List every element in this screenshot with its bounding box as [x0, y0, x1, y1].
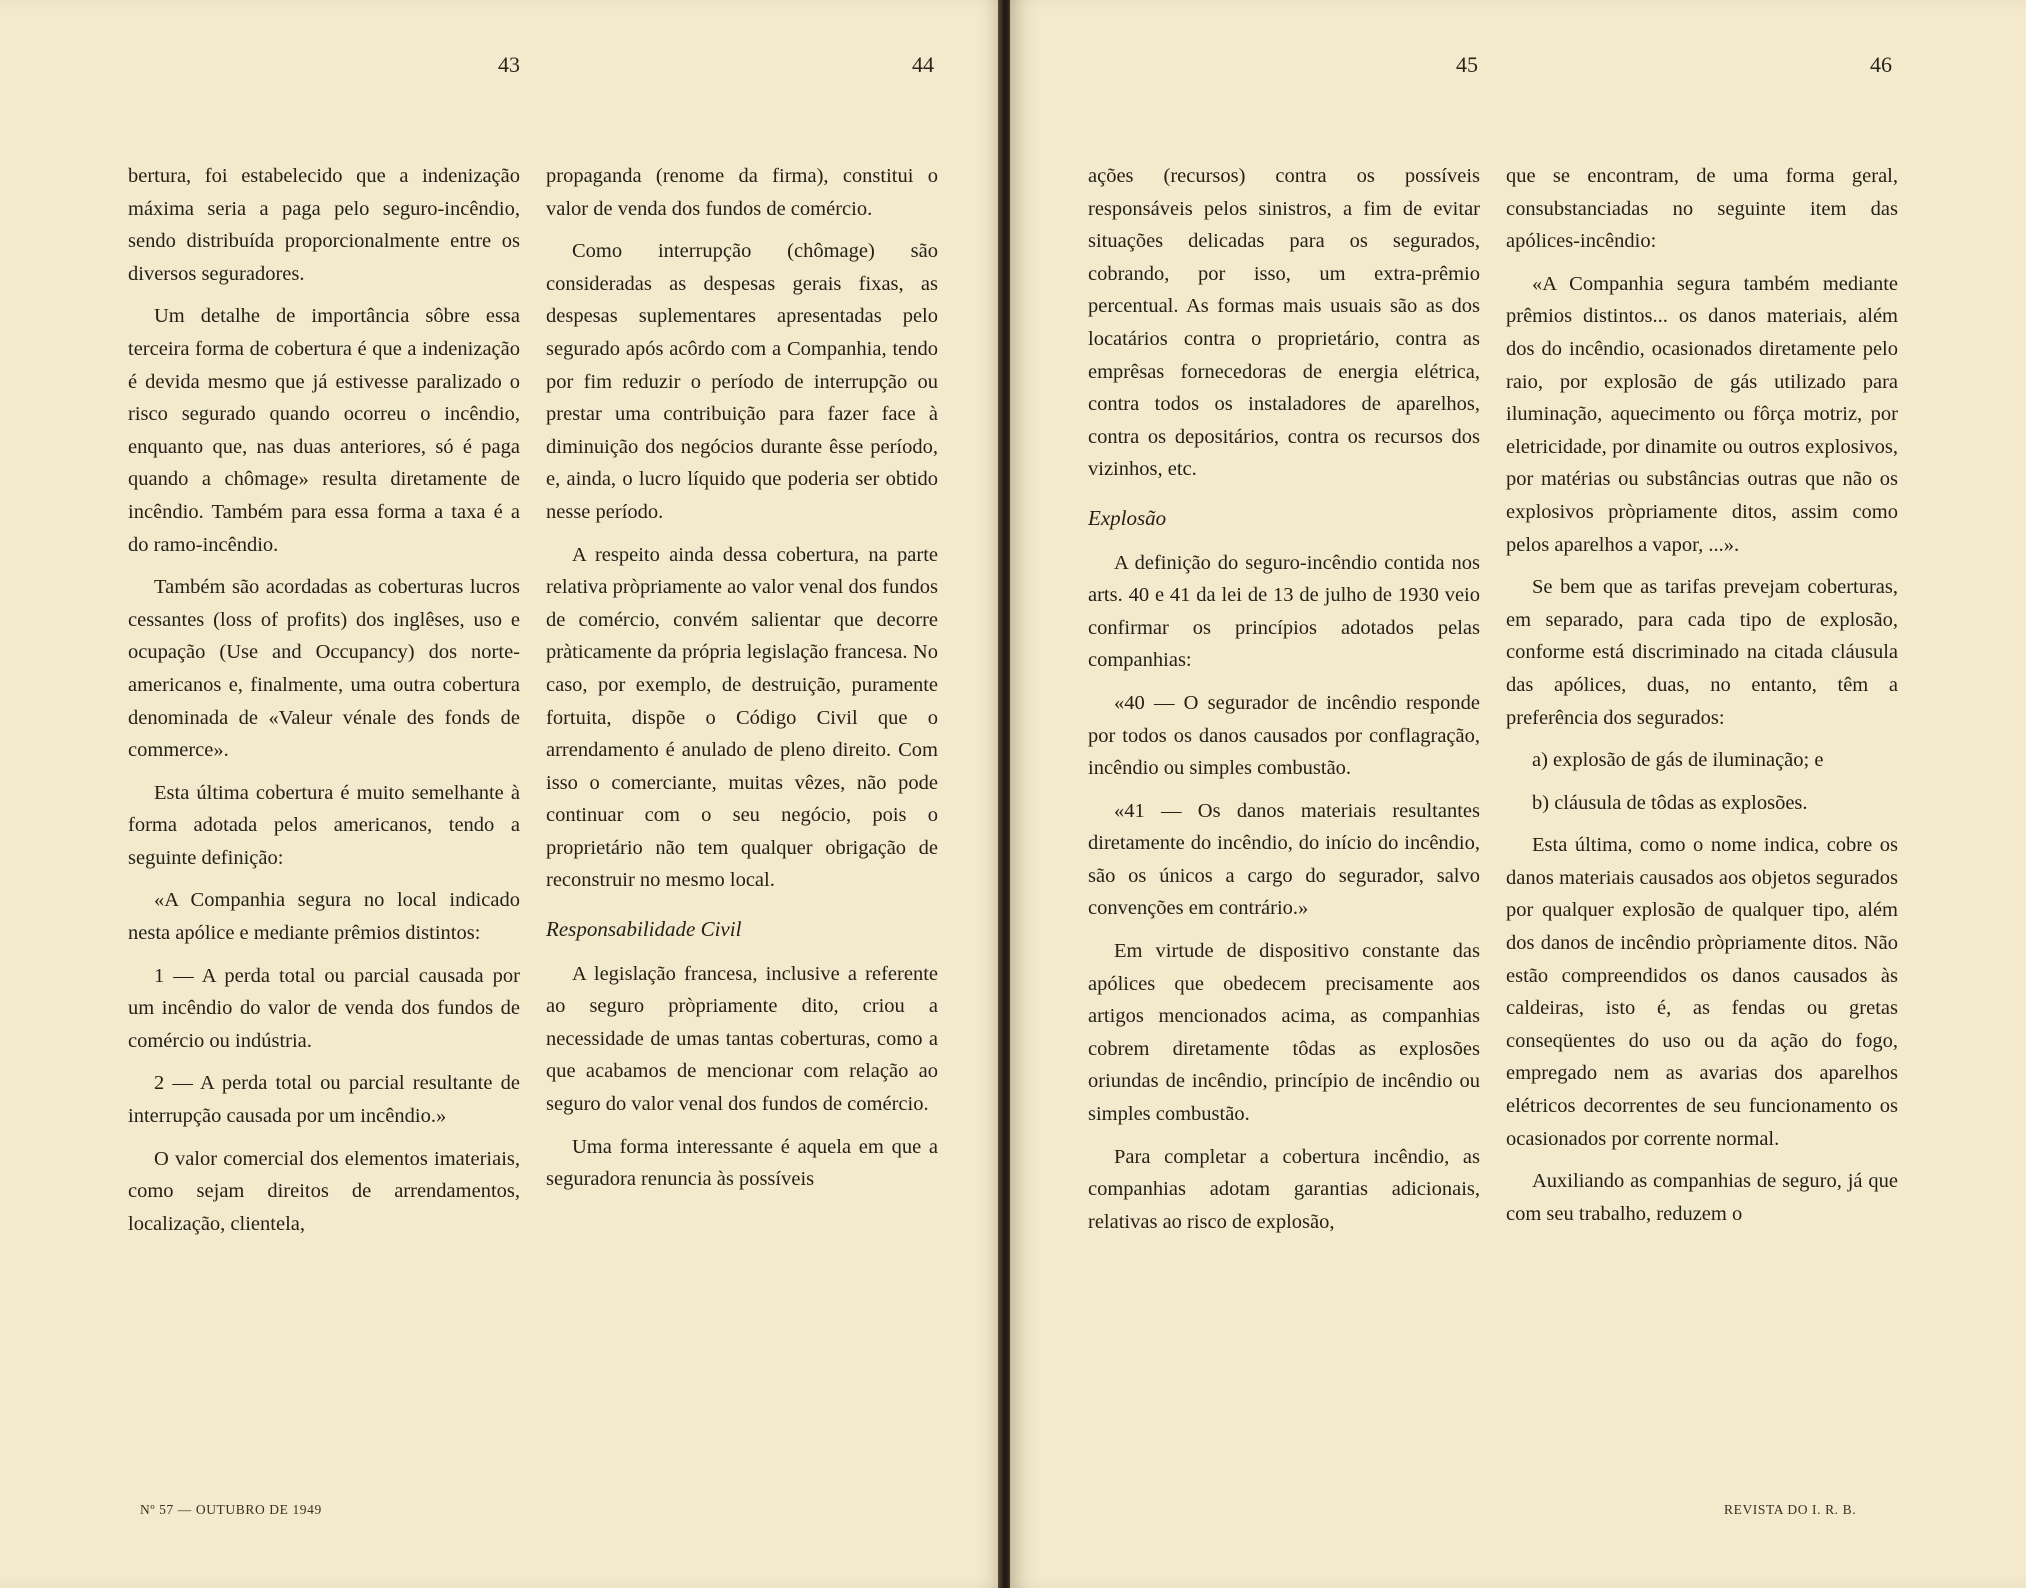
paragraph: que se encontram, de uma forma geral, consubstanciadas no seguinte item das apólices-incêndio:	[1506, 165, 1898, 253]
paragraph: Como interrupção (chômage) são consideradas as despesas gerais fixas, as despesas suplementares apresentadas pelo segurado após acôrdo com a Companhia, tendo por fim reduzir o período de interrupção ou prestar uma contribuição para fazer face à diminuição dos negócios durante êsse período, e, ainda, o lucro líquido que poderia ser obtido nesse período.	[546, 240, 938, 523]
column-page-43	[128, 160, 520, 1250]
paragraph: Em virtude de dispositivo constante das apólices que obedecem precisamente aos artigos mencionados acima, as companhias cobrem diretamente tôdas as explosões oriundas de incêndio, princípio de incêndio ou simples combustão.	[1088, 940, 1480, 1126]
paragraph: Se bem que as tarifas prevejam coberturas, em separado, para cada tipo de explosão, conforme está discriminado na citada cláusula das apólices, duas, no entanto, têm a preferência dos segurados:	[1506, 576, 1898, 729]
paragraph: A legislação francesa, inclusive a referente ao seguro pròpriamente dito, criou a necessidade de umas tantas coberturas, como a que acabamos de mencionar com relação ao seguro do valor venal dos fundos de comércio.	[546, 962, 938, 1116]
footer-issue: Nº 57 — OUTUBRO DE 1949	[140, 1502, 322, 1517]
page-number-43: 43	[498, 52, 520, 77]
paragraph: ações (recursos) contra os possíveis responsáveis pelos sinistros, a fim de evitar situações delicadas para os segurados, cobrando, por isso, um extra-prêmio percentual. As formas mais usuais são as dos locatários contra o proprietário, contra as emprêsas fornecedoras de energia elétrica, contra todos os instaladores de aparelhos, contra os depositários, contra os recursos dos vizinhos, etc.	[1088, 165, 1480, 481]
paragraph: Também são acordadas as coberturas lucros cessantes (loss of profits) dos inglêses, uso e ocupação (Use and Occupancy) dos norte-americanos e, finalmente, uma outra cobertura denominada de «Valeur vénale des fonds de commerce».	[128, 576, 520, 762]
paragraph: «A Companhia segura também mediante prêmios distintos... os danos materiais, além dos do incêndio, ocasionados diretamente pelo raio, por explosão de gás utilizado para iluminação, aquecimento ou fôrça motriz, por eletricidade, por dinamite ou outros explosivos, por matérias ou substâncias outras que não os explosivos pròpriamente ditos, assim como pelos aparelhos a vapor, ...».	[1506, 272, 1898, 556]
column-page-44	[546, 160, 938, 1206]
paragraph: Uma forma interessante é aquela em que a seguradora renuncia às possíveis	[546, 1135, 938, 1191]
paragraph: Um detalhe de importância sôbre essa terceira forma de cobertura é que a indenização é devida mesmo que já estivesse paralizado o risco segurado quando ocorreu o incêndio, enquanto que, nas duas anteriores, só é paga quando a chômage» resulta diretamente de incêndio. Também para essa forma a taxa é a do ramo-incêndio.	[128, 305, 520, 556]
paragraph: Esta última, como o nome indica, cobre os danos materiais causados aos objetos segurados por qualquer explosão de qualquer tipo, além dos danos de incêndio pròpriamente ditos. Não estão compreendidos os danos causados às caldeiras, isto é, as fendas ou gretas conseqüentes do uso ou da ação do fogo, empregado nem as avarias dos aparelhos elétricos decorrentes de seu funcionamento os ocasionados por corrente normal.	[1506, 834, 1898, 1150]
paragraph: O valor comercial dos elementos imateriais, como sejam direitos de arrendamentos, localização, clientela,	[128, 1147, 520, 1235]
section-heading: Explosão	[1088, 505, 1167, 530]
footer-journal: REVISTA DO I. R. B.	[1724, 1502, 1857, 1517]
list-item: b) cláusula de tôdas as explosões.	[1532, 791, 1808, 814]
page-number-44: 44	[912, 52, 934, 77]
paragraph: «41 — Os danos materiais resultantes diretamente do incêndio, do início do incêndio, são os únicos a cargo do segurador, salvo convenções em contrário.»	[1088, 799, 1480, 920]
page-number-46: 46	[1870, 52, 1892, 77]
left-sheet	[0, 0, 1004, 1588]
paragraph: Esta última cobertura é muito semelhante à forma adotada pelos americanos, tendo a seguinte definição:	[128, 781, 520, 869]
paragraph: A definição do seguro-incêndio contida nos arts. 40 e 41 da lei de 13 de julho de 1930 veio confirmar os princípios adotados pelas companhias:	[1088, 551, 1480, 672]
list-item: a) explosão de gás de iluminação; e	[1532, 749, 1824, 772]
paragraph: «A Companhia segura no local indicado nesta apólice e mediante prêmios distintos:	[128, 889, 520, 945]
page-number-45: 45	[1456, 52, 1478, 77]
paragraph: Auxiliando as companhias de seguro, já que com seu trabalho, reduzem o	[1506, 1170, 1898, 1225]
right-sheet	[1010, 0, 2026, 1588]
column-page-45	[1088, 160, 1480, 1248]
paragraph: A respeito ainda dessa cobertura, na parte relativa pròpriamente ao valor venal dos fundos de comércio, convém salientar que decorre pràticamente da própria legislação francesa. No caso, por exemplo, de destruição, puramente fortuita, dispõe o Código Civil que o arrendamento é anulado de pleno direito. Com isso o comerciante, muitas vêzes, não pode continuar com o seu negócio, pois o proprietário não tem qualquer obrigação de reconstruir no mesmo local.	[546, 543, 938, 892]
section-heading: Responsabilidade Civil	[546, 917, 742, 942]
paragraph: «40 — O segurador de incêndio responde por todos os danos causados por conflagração, incêndio ou simples combustão.	[1088, 691, 1480, 780]
column-page-46	[1506, 160, 1898, 1240]
list-item: 1 — A perda total ou parcial causada por um incêndio do valor de venda dos fundos de comércio ou indústria.	[128, 964, 520, 1052]
paragraph: propaganda (renome da firma), constitui o valor de venda dos fundos de comércio.	[546, 165, 938, 220]
paragraph: bertura, foi estabelecido que a indenização máxima seria a paga pelo seguro-incêndio, sendo distribuída proporcionalmente entre os diversos seguradores.	[128, 165, 520, 285]
paragraph: Para completar a cobertura incêndio, as companhias adotam garantias adicionais, relativas ao risco de explosão,	[1088, 1145, 1480, 1233]
list-item: 2 — A perda total ou parcial resultante de interrupção causada por um incêndio.»	[128, 1072, 520, 1128]
